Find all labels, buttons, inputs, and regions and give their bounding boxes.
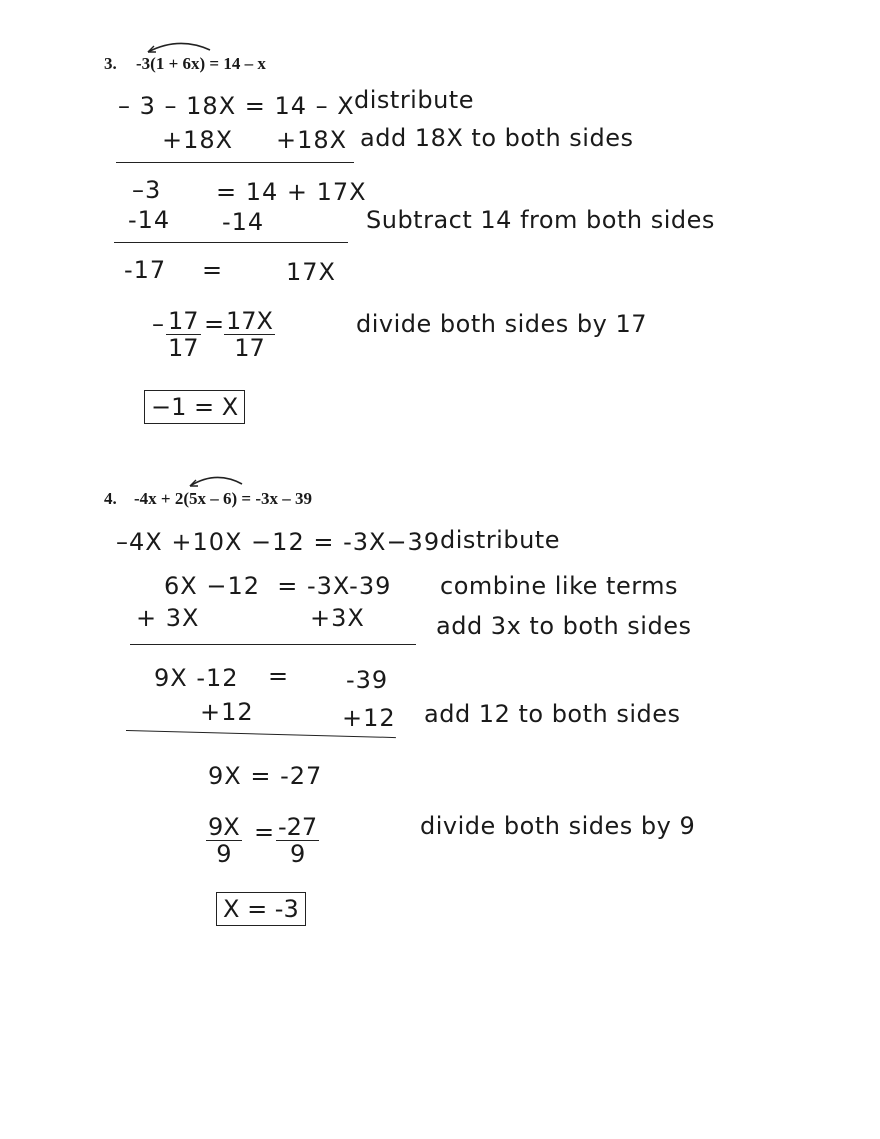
p3-answer-box: −1 = X bbox=[144, 390, 245, 424]
problem-3-number: 3. bbox=[104, 54, 117, 73]
p3-step2-right: +18X bbox=[276, 126, 348, 154]
p4-step5-left: +12 bbox=[200, 698, 254, 726]
p4-step3-note: add 3x to both sides bbox=[436, 612, 692, 640]
p3-step4-note: Subtract 14 from both sides bbox=[366, 206, 715, 234]
p3-step1-note: distribute bbox=[354, 86, 474, 114]
p3-frac-right bbox=[224, 308, 275, 361]
p4-step4-eq: = bbox=[268, 662, 290, 690]
p3-step4-left: -14 bbox=[128, 206, 171, 234]
p3-frac-eq: = bbox=[204, 310, 225, 338]
p3-rule-1 bbox=[116, 162, 354, 163]
p4-step6: 9X = -27 bbox=[208, 762, 323, 790]
p3-step2-left: +18X bbox=[162, 126, 234, 154]
p4-frac-left bbox=[206, 814, 242, 867]
distribute-arc-icon bbox=[186, 472, 246, 490]
p4-step1-note: distribute bbox=[440, 526, 560, 554]
p3-step2-note: add 18X to both sides bbox=[360, 124, 634, 152]
p3-step5-eq: = bbox=[202, 256, 224, 284]
p3-rule-2 bbox=[114, 242, 348, 243]
p4-frac-left-num: 9X bbox=[208, 813, 240, 841]
p4-frac-left-den: 9 bbox=[216, 840, 232, 868]
p3-step3-left: –3 bbox=[132, 176, 162, 204]
p4-frac-eq: = bbox=[254, 818, 275, 846]
p3-step5-right: 17X bbox=[286, 258, 336, 286]
p3-step3-right: = 14 + 17X bbox=[216, 178, 367, 206]
p4-step5-right: +12 bbox=[342, 704, 396, 732]
p4-step5-note: add 12 to both sides bbox=[424, 700, 681, 728]
p4-frac-note: divide both sides by 9 bbox=[420, 812, 696, 840]
p4-step2: 6X −12 = -3X-39 bbox=[164, 572, 392, 600]
p4-step2-note: combine like terms bbox=[440, 572, 679, 600]
p3-frac-left bbox=[166, 308, 201, 361]
p4-step1: –4X +10X −12 = -3X−39 bbox=[116, 528, 441, 556]
p4-rule-1 bbox=[130, 644, 416, 645]
p4-answer-box: X = -3 bbox=[216, 892, 306, 926]
p4-step3-left: + 3X bbox=[136, 604, 200, 632]
p3-frac-left-num: 17 bbox=[168, 307, 199, 335]
p4-step3-right: +3X bbox=[310, 604, 365, 632]
p3-step1: – 3 – 18X = 14 – X bbox=[118, 92, 355, 120]
p3-frac-right-den: 17 bbox=[234, 334, 265, 362]
p3-frac-left-den: 17 bbox=[168, 334, 199, 362]
problem-4-equation: -4x + 2(5x – 6) = -3x – 39 bbox=[134, 489, 313, 508]
p4-step4-left: 9X -12 bbox=[154, 664, 239, 692]
p3-frac-note: divide both sides by 17 bbox=[356, 310, 647, 338]
p3-step5-left: -17 bbox=[124, 256, 167, 284]
p3-frac-left-sign: – bbox=[152, 310, 164, 338]
problem-3-equation: -3(1 + 6x) = 14 – x bbox=[136, 54, 266, 73]
p4-frac-right-den: 9 bbox=[289, 840, 306, 868]
p4-frac-right-num: -27 bbox=[278, 813, 318, 841]
p3-step4-right: -14 bbox=[222, 208, 265, 236]
p4-frac-right bbox=[276, 814, 319, 867]
p4-step4-right: -39 bbox=[346, 666, 389, 694]
problem-4-number: 4. bbox=[104, 489, 117, 508]
p3-frac-right-num: 17X bbox=[226, 307, 273, 335]
